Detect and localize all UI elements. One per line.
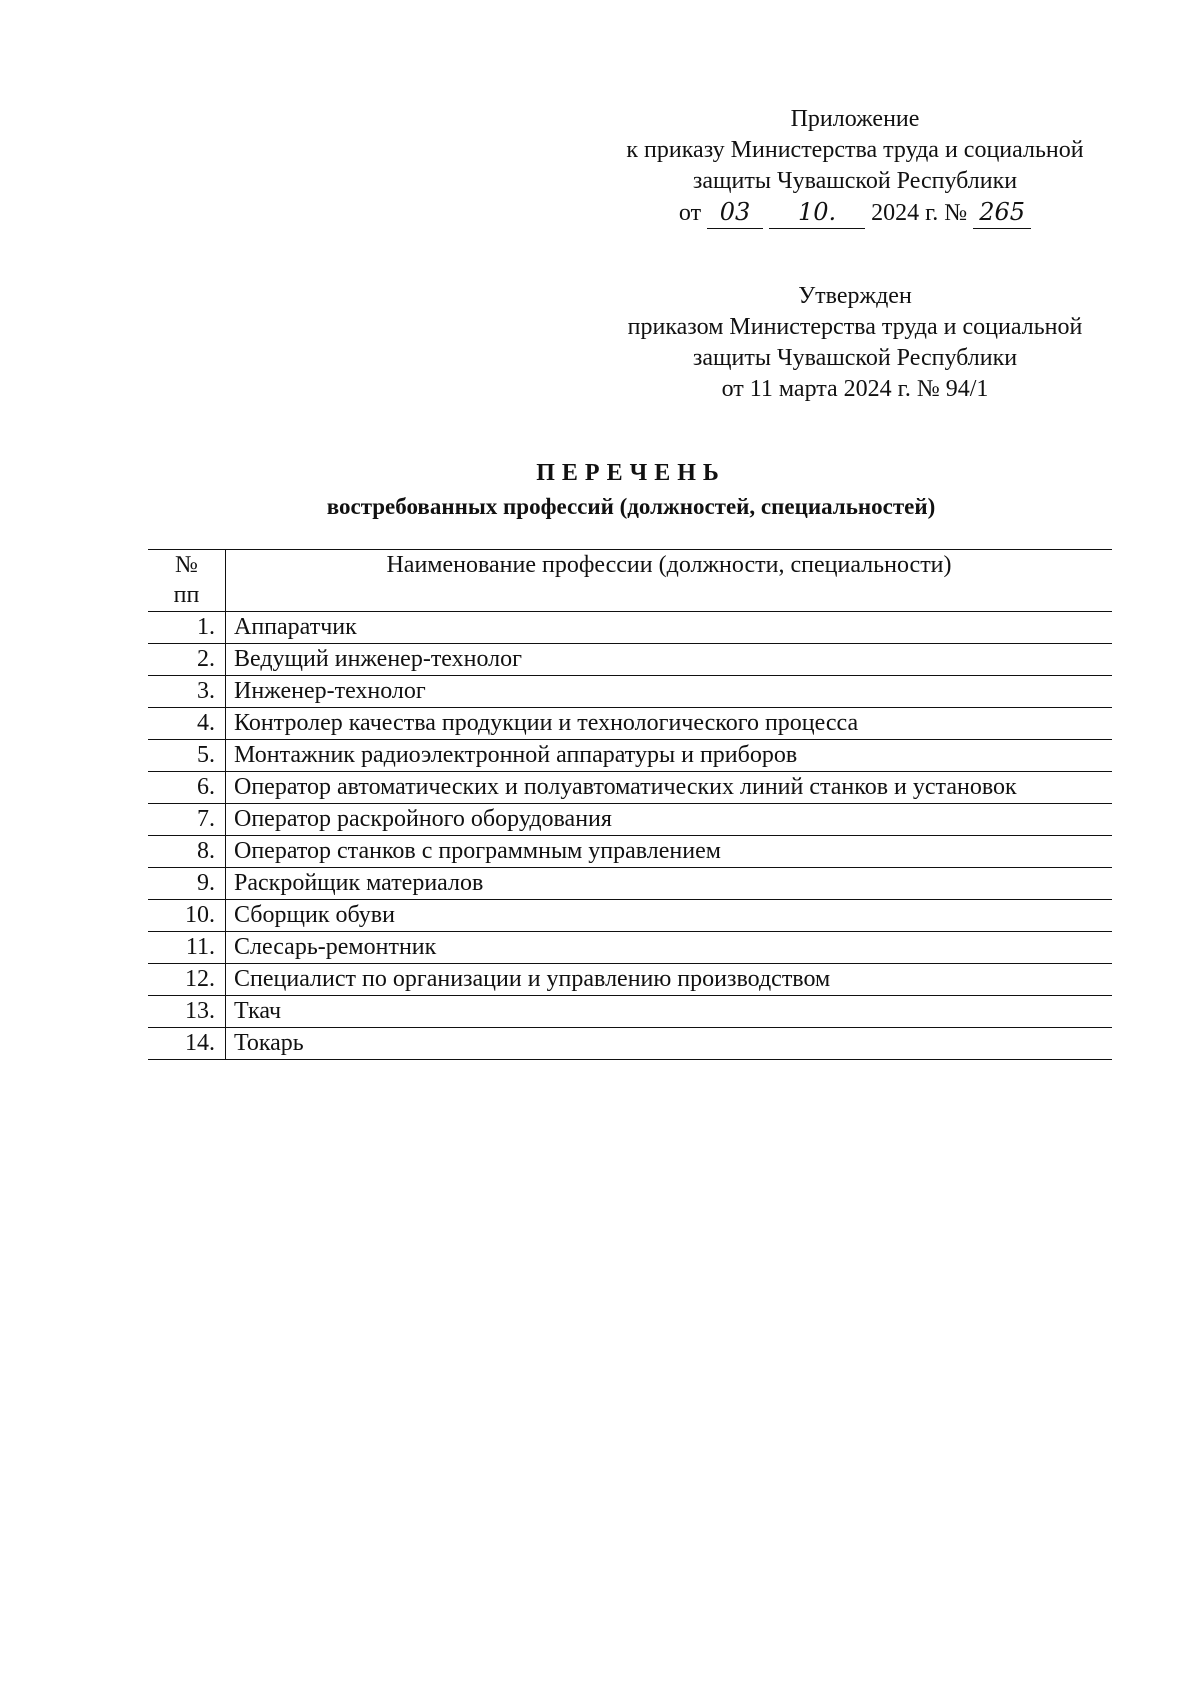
row-profession-name: Раскройщик материалов — [234, 870, 484, 896]
col-name-header: Наименование профессии (должности, специальности) — [386, 552, 952, 578]
row-profession-name: Специалист по организации и управлению производством — [234, 966, 831, 992]
row-profession-name: Контролер качества продукции и технологического процесса — [234, 710, 859, 736]
date-prefix: от — [678, 200, 702, 226]
table-row — [148, 996, 1112, 1028]
row-number: 6. — [148, 772, 226, 804]
row-profession-name: Ткач — [234, 998, 282, 1024]
row-profession-name: Оператор станков с программным управлением — [234, 838, 721, 864]
table-row — [148, 1028, 1112, 1060]
row-number: 14. — [148, 1028, 226, 1060]
col-num-header-line2: пп — [173, 582, 200, 608]
table-row — [148, 612, 1112, 644]
approval-line-3: от 11 марта 2024 г. № 94/1 — [721, 376, 989, 402]
row-number: 1. — [148, 612, 226, 644]
row-profession-name: Сборщик обуви — [234, 902, 395, 928]
table-row — [148, 900, 1112, 932]
row-number: 8. — [148, 836, 226, 868]
approval-line-2: защиты Чувашской Республики — [692, 345, 1018, 371]
appendix-line-2: защиты Чувашской Республики — [692, 168, 1018, 194]
table-row — [148, 804, 1112, 836]
table-row — [148, 964, 1112, 996]
date-year: 2024 г. № — [871, 200, 968, 226]
row-profession-name: Токарь — [234, 1030, 304, 1056]
handwritten-day: 03 — [707, 197, 763, 229]
row-number: 10. — [148, 900, 226, 932]
table-header-row — [148, 550, 1112, 612]
table-row — [148, 772, 1112, 804]
row-profession-name: Инженер-технолог — [234, 678, 426, 704]
row-profession-name: Аппаратчик — [234, 614, 357, 640]
row-number: 2. — [148, 644, 226, 676]
row-number: 4. — [148, 708, 226, 740]
table-row — [148, 868, 1112, 900]
row-number: 5. — [148, 740, 226, 772]
approval-header — [590, 281, 1120, 405]
table-row — [148, 708, 1112, 740]
row-number: 12. — [148, 964, 226, 996]
handwritten-order-number: 265 — [973, 197, 1031, 229]
col-num-header — [148, 550, 226, 612]
row-number: 9. — [148, 868, 226, 900]
table-row — [148, 740, 1112, 772]
row-number: 3. — [148, 676, 226, 708]
row-profession-name: Ведущий инженер-технолог — [234, 646, 522, 672]
handwritten-month: 10. — [769, 197, 865, 229]
table-row — [148, 932, 1112, 964]
row-number: 11. — [148, 932, 226, 964]
row-profession-name: Монтажник радиоэлектронной аппаратуры и приборов — [234, 742, 798, 768]
appendix-date-line — [590, 197, 1120, 229]
row-number: 13. — [148, 996, 226, 1028]
table-row — [148, 836, 1112, 868]
row-number: 7. — [148, 804, 226, 836]
row-profession-name: Слесарь-ремонтник — [234, 934, 437, 960]
professions-table — [148, 549, 1112, 1060]
approval-line-1: приказом Министерства труда и социальной — [627, 314, 1083, 340]
row-profession-name: Оператор раскройного оборудования — [234, 806, 612, 832]
appendix-label: Приложение — [790, 106, 920, 132]
appendix-header — [590, 104, 1120, 229]
table-row — [148, 644, 1112, 676]
table-row — [148, 676, 1112, 708]
approval-label: Утвержден — [798, 283, 912, 309]
document-title: ПЕРЕЧЕНЬ — [536, 460, 726, 486]
document-subtitle: востребованных профессий (должностей, специальностей) — [326, 494, 936, 519]
row-profession-name: Оператор автоматических и полуавтоматических линий станков и установок — [234, 774, 1017, 800]
appendix-line-1: к приказу Министерства труда и социальной — [626, 137, 1084, 163]
col-num-header-line1: № — [175, 552, 198, 578]
